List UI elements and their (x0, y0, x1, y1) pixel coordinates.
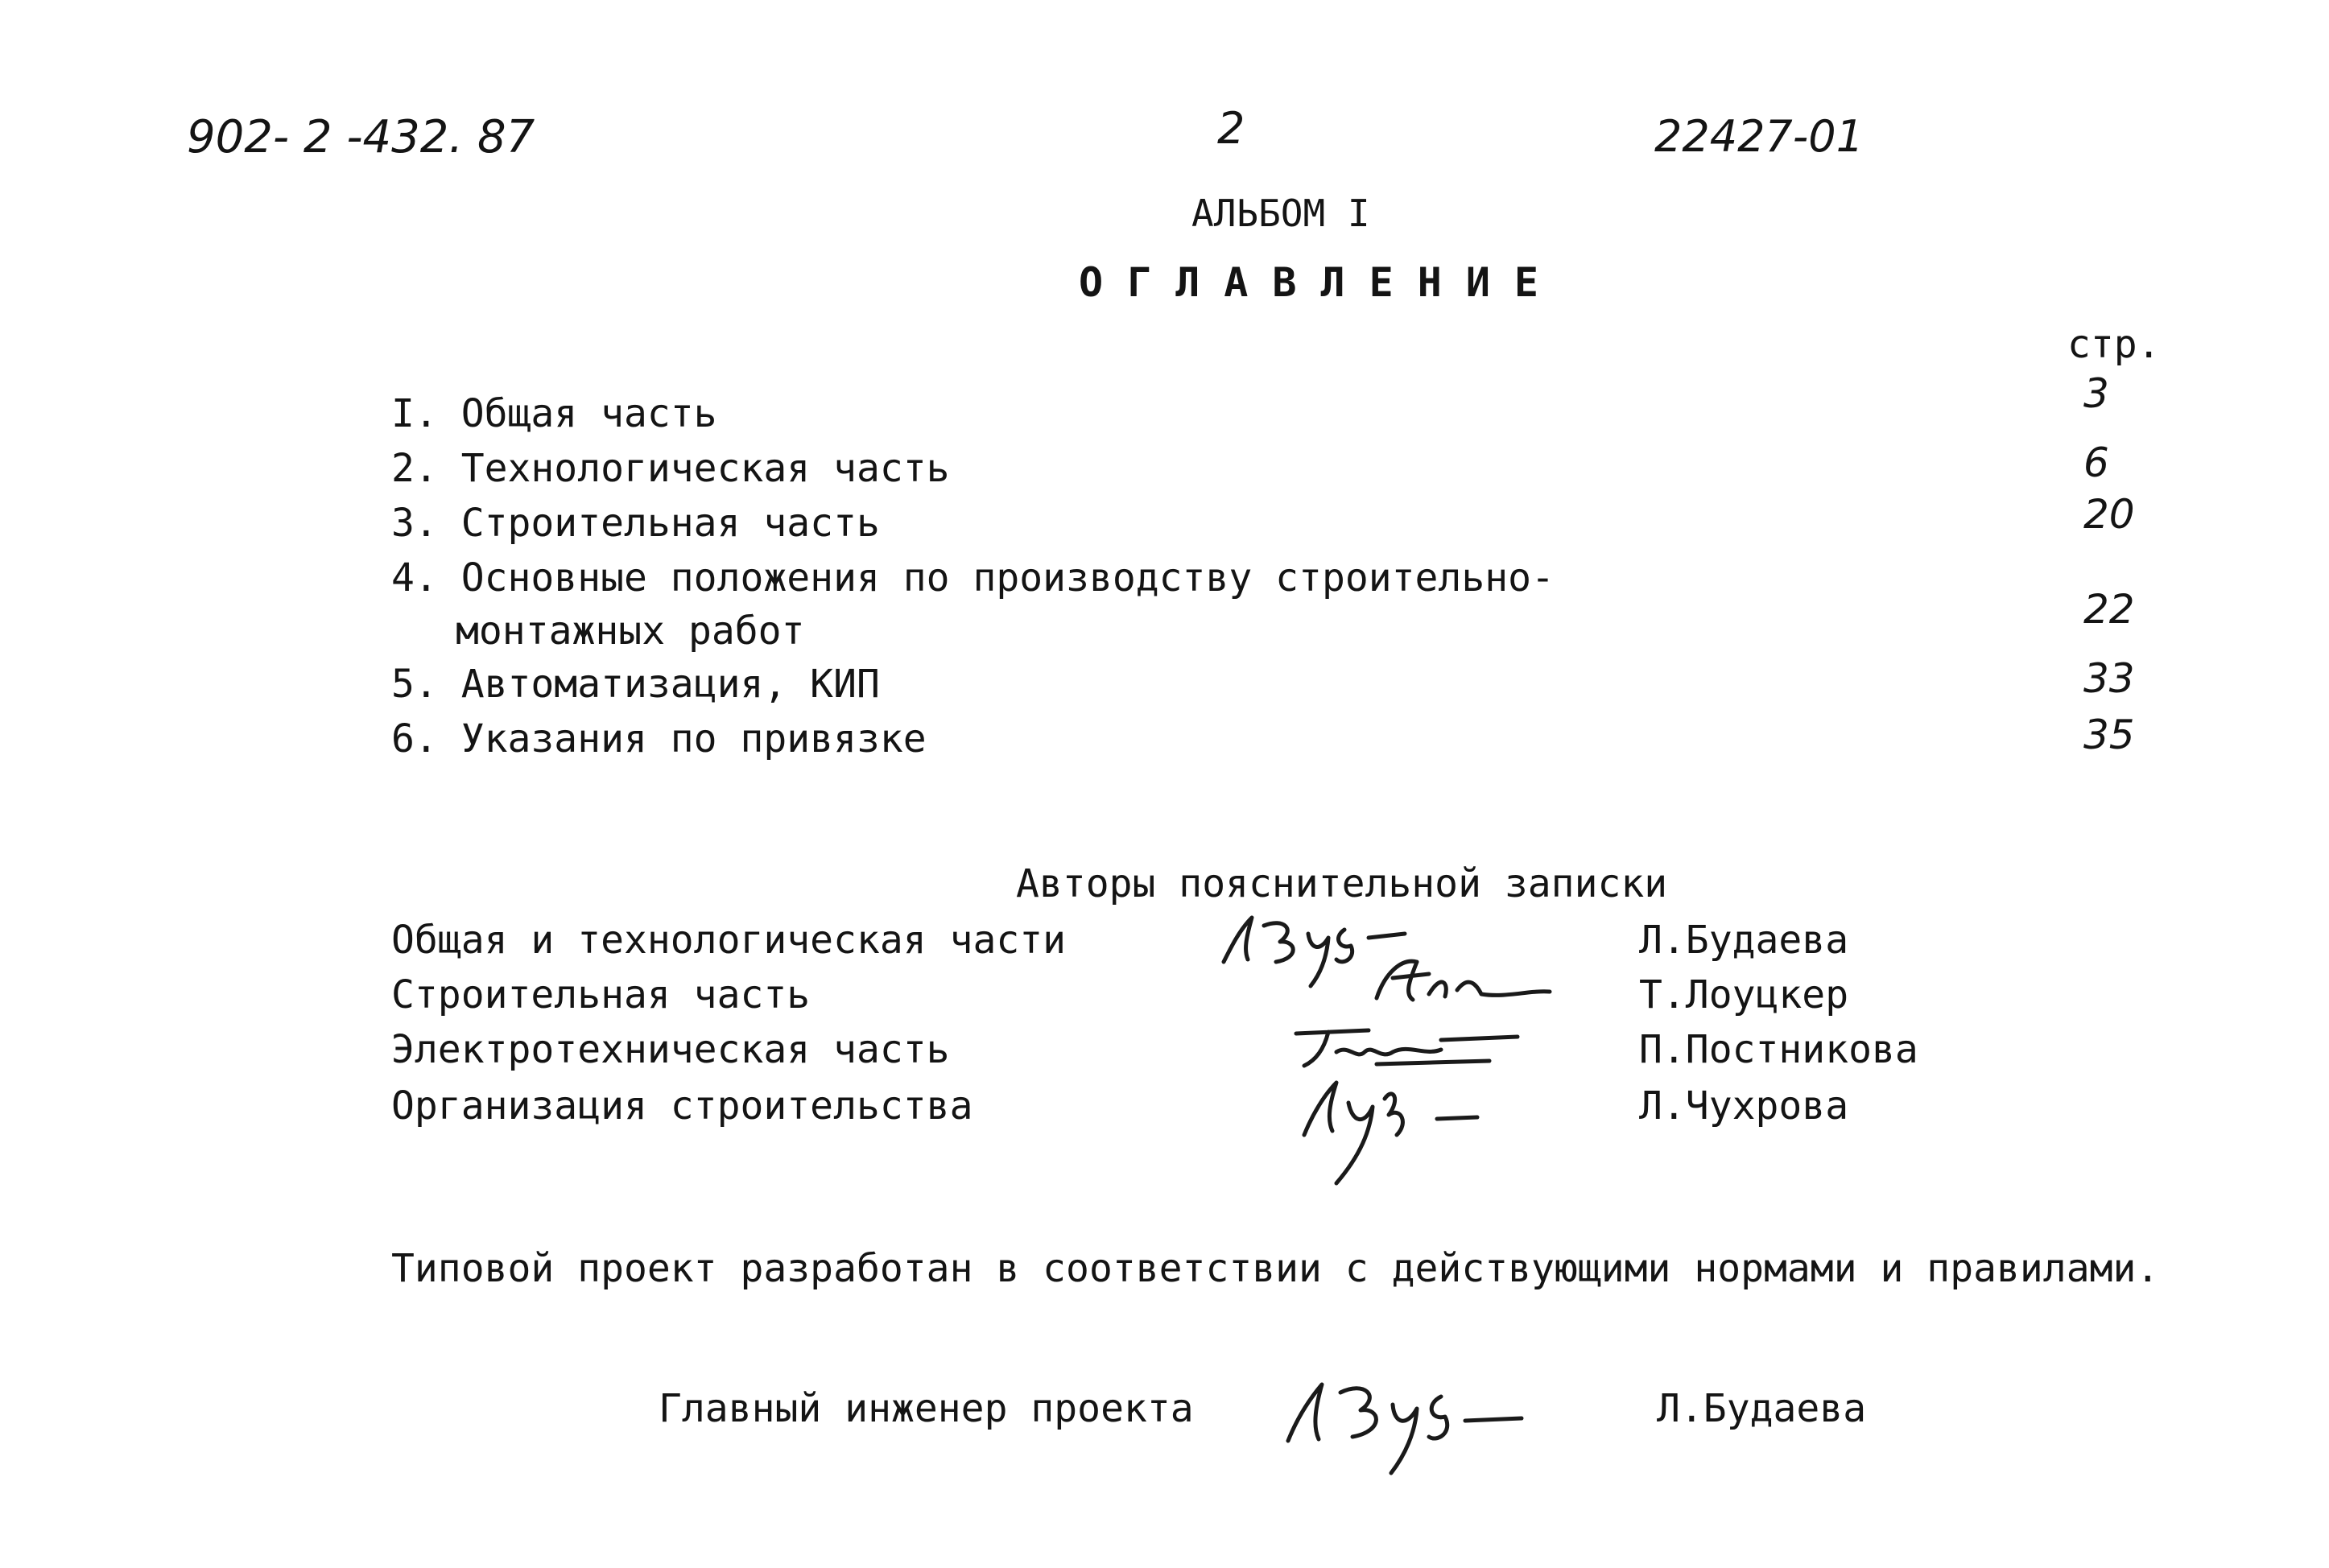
author-name-4: Л.Чухрова (1639, 1083, 1849, 1129)
signature-loutsker (1352, 950, 1562, 1014)
compliance-note: Типовой проект разработан в соответствии с действующими нормами и правилами. (391, 1246, 2160, 1291)
toc-title: ОГЛАВЛЕНИЕ (1079, 259, 1563, 306)
author-name-1: Л.Будаева (1639, 918, 1849, 963)
toc-item-3: 3. Строительная часть (391, 501, 880, 546)
toc-page-6: 35 (2083, 712, 2135, 758)
signature-chukhrova (1280, 1054, 1522, 1191)
toc-item-1: I. Общая часть (391, 391, 717, 436)
toc-page-2: 6 (2083, 439, 2109, 486)
chief-engineer-role: Главный инженер проекта (659, 1386, 1194, 1431)
author-part-3: Электротехническая часть (391, 1027, 950, 1072)
toc-page-3: 20 (2083, 491, 2135, 538)
authors-heading: Авторы пояснительной записки (1016, 861, 1668, 906)
toc-item-4: 4. Основные положения по производству строительно- (391, 555, 1555, 600)
toc-page-4: 22 (2083, 586, 2135, 633)
toc-item-6: 6. Указания по привязке (391, 716, 927, 761)
album-label: АЛЬБОМ I (1191, 192, 1370, 235)
toc-item-4-continued: монтажных работ (456, 609, 805, 654)
toc-page-1: 3 (2083, 370, 2109, 417)
page-number: 2 (1217, 103, 1245, 154)
signature-chief-engineer (1272, 1360, 1546, 1481)
author-part-4: Организация строительства (391, 1083, 973, 1129)
page-column-header: стр. (2067, 322, 2161, 367)
author-name-3: П.Постникова (1639, 1027, 1918, 1072)
chief-engineer-name: Л.Будаева (1657, 1386, 1867, 1431)
sheet-code: 22427-01 (1654, 111, 1864, 162)
toc-item-5: 5. Автоматизация, КИП (391, 662, 880, 707)
author-part-1: Общая и технологическая части (391, 918, 1067, 963)
author-part-2: Строительная часть (391, 972, 811, 1017)
toc-item-2: 2. Технологическая часть (391, 446, 950, 491)
author-name-2: Т.Лоуцкер (1639, 972, 1849, 1017)
toc-page-5: 33 (2083, 655, 2135, 702)
document-code: 902- 2 -432. 87 (187, 111, 535, 163)
